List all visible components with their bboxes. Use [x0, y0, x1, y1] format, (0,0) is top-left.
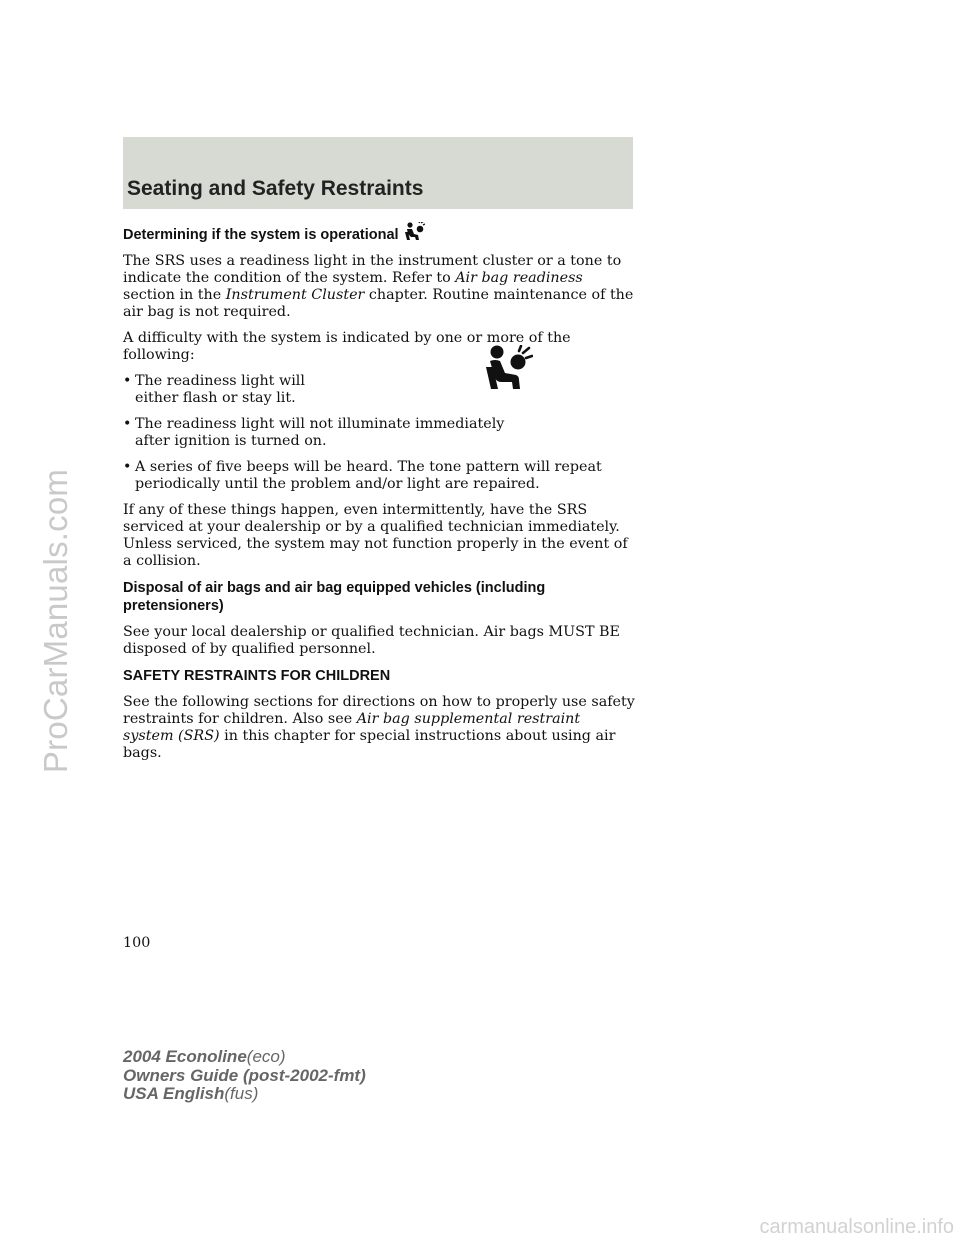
p1-text-a: The SRS uses a readiness light in the instrument cluster or a tone to indicate the condition of the system. Refer to — [123, 253, 622, 286]
heading-operational — [123, 222, 635, 244]
heading-operational-text: Determining if the system is operational — [123, 227, 399, 243]
footer-language: USA English — [123, 1084, 225, 1103]
list-item — [123, 416, 635, 450]
footer-model-code: (eco) — [246, 1047, 286, 1066]
footer-line-language — [123, 1085, 366, 1104]
paragraph-disposal: See your local dealership or qualified technician. Air bags MUST BE disposed of by qualified personnel. — [123, 624, 620, 657]
paragraph-children — [123, 694, 635, 762]
document-footer — [123, 1048, 366, 1104]
paragraph-service: If any of these things happen, even intermittently, have the SRS serviced at your dealership or by a qualified technician immediately. Unless serviced, the system may not function properly in the event of a collision. — [123, 502, 628, 569]
list-item-text: The readiness light will either flash or stay lit. — [135, 373, 305, 406]
side-watermark — [26, 0, 86, 1242]
bullet-dot: • — [123, 373, 132, 389]
paragraph-readiness — [123, 253, 635, 321]
p5-text-b: in this chapter for special instructions about using air bags. — [123, 728, 616, 761]
footer-model: 2004 Econoline — [123, 1047, 247, 1066]
heading-disposal: Disposal of air bags and air bag equipped vehicles (including pretensioners) — [123, 580, 546, 614]
side-watermark-text: ProCarManuals.com — [37, 468, 75, 774]
section-header-band — [123, 137, 633, 209]
difficulty-list — [123, 373, 635, 493]
p5-text-a: See the following sections for directions on how to properly use safety restraints for children. Also see — [123, 694, 635, 727]
footer-line-guide — [123, 1067, 366, 1086]
list-item — [123, 459, 635, 493]
footer-line-model — [123, 1048, 366, 1067]
section-title: Seating and Safety Restraints — [127, 177, 424, 200]
p1-ref-air-bag-readiness: Air bag readiness — [455, 270, 583, 286]
footer-guide: Owners Guide (post-2002-fmt) — [123, 1065, 366, 1085]
page-content — [123, 222, 635, 771]
list-item — [123, 373, 635, 407]
list-item-text: A series of five beeps will be heard. The tone pattern will repeat periodically until the problem and/or light are repaired. — [135, 459, 602, 492]
p5-ref-srs: Air bag supplemental restraint system (SRS) — [123, 711, 581, 744]
footer-language-code: (fus) — [224, 1084, 259, 1103]
bullet-dot: • — [123, 459, 132, 475]
bullet-dot: • — [123, 416, 132, 432]
bottom-watermark-text: carmanualsonline.info — [759, 1216, 954, 1238]
list-item-text: The readiness light will not illuminate immediately after ignition is turned on. — [135, 416, 505, 449]
airbag-warning-icon — [403, 222, 425, 242]
bottom-watermark-bar — [0, 1208, 960, 1242]
p1-text-c: chapter. Routine maintenance of the air bag is not required. — [123, 287, 634, 320]
heading-children: SAFETY RESTRAINTS FOR CHILDREN — [123, 668, 391, 684]
p1-ref-instrument-cluster: Instrument Cluster — [225, 287, 365, 303]
page-number: 100 — [123, 935, 151, 951]
p1-text-b: section in the — [123, 287, 226, 303]
airbag-warning-large-icon — [483, 345, 533, 391]
paragraph-difficulty: A difficulty with the system is indicated by one or more of the following: — [123, 330, 571, 363]
